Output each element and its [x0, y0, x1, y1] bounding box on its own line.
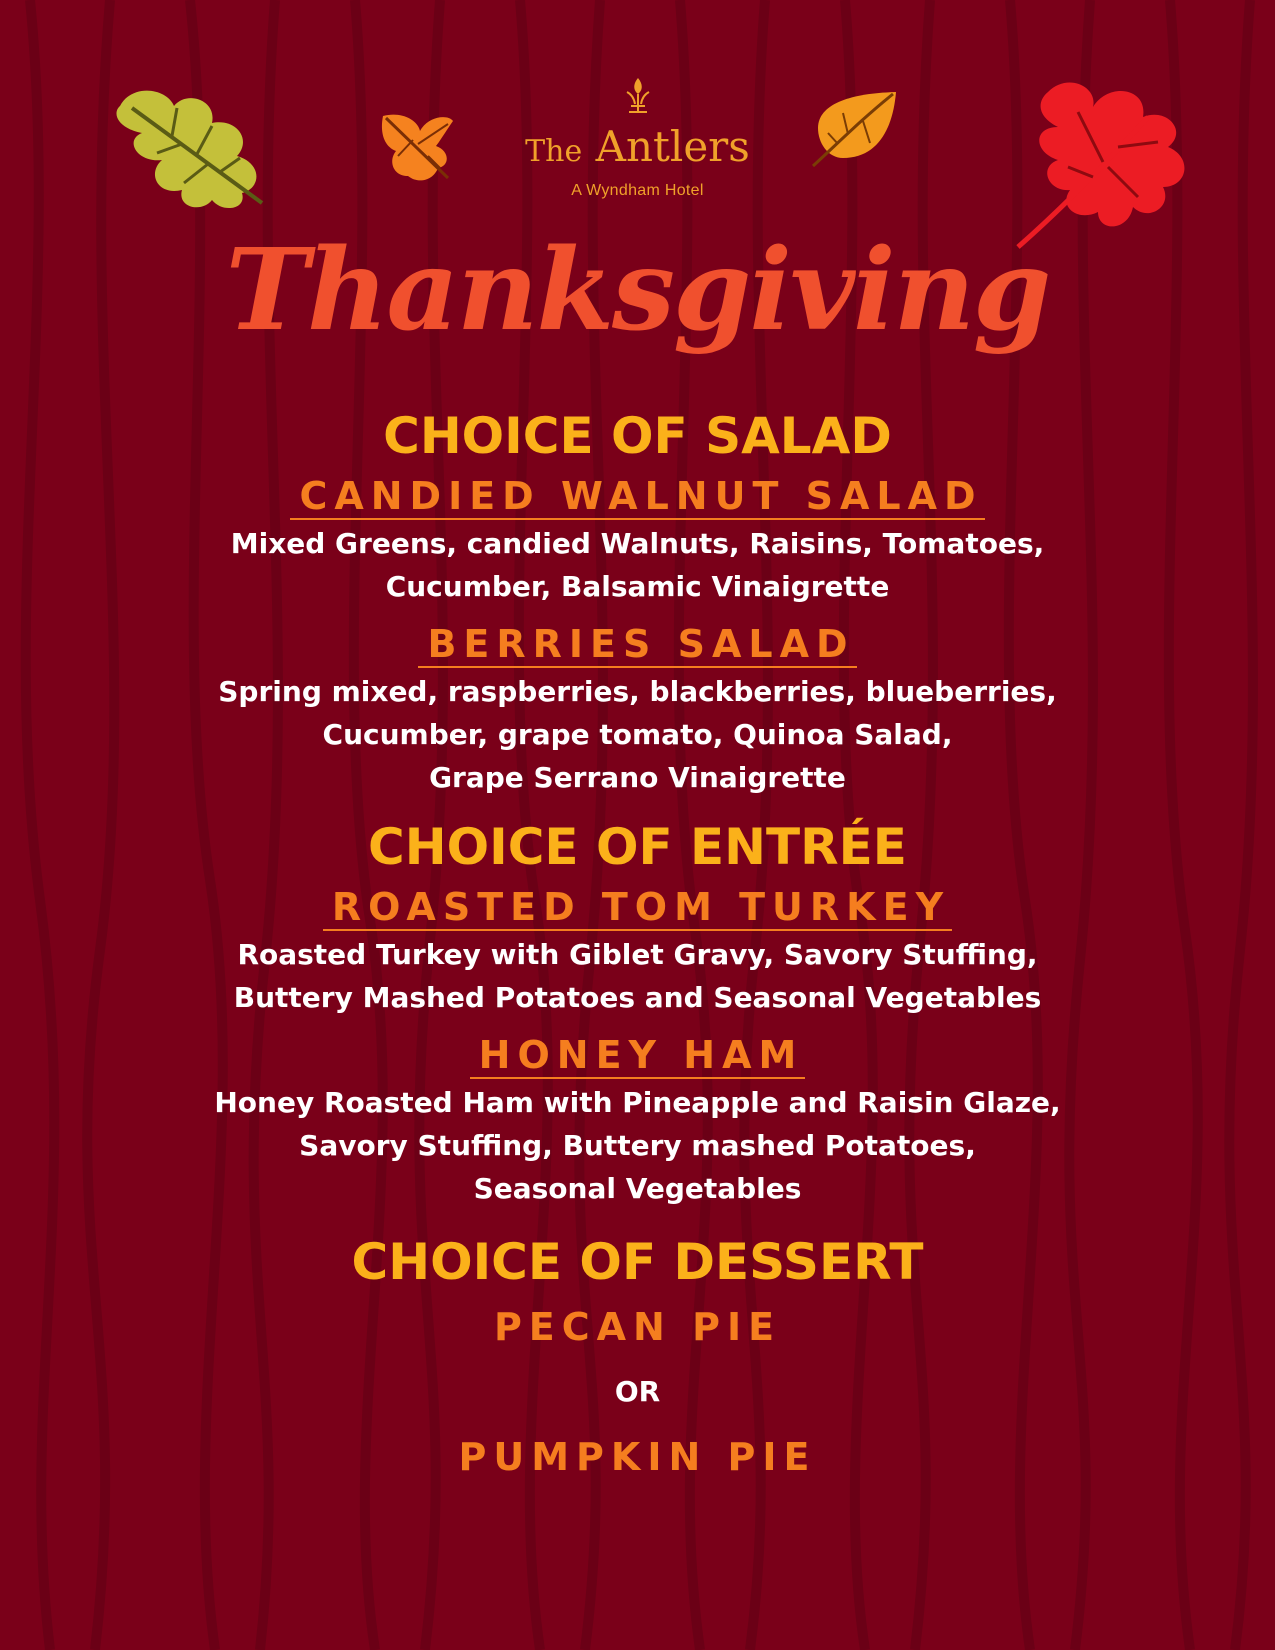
- dessert-item-2-name: PUMPKIN PIE: [458, 1435, 817, 1479]
- dessert-section: [0, 1230, 1275, 1482]
- menu-title: Thanksgiving: [225, 225, 1050, 356]
- salad-item-2-name: BERRIES SALAD: [418, 622, 856, 668]
- hotel-brand-name: The Antlers: [525, 122, 750, 171]
- dessert-or-text: OR: [614, 1375, 661, 1408]
- salad-item-1-name: CANDIED WALNUT SALAD: [290, 474, 984, 520]
- salad-section: [0, 404, 1275, 799]
- salad-item-2-desc: Spring mixed, raspberries, blackberries, blueberries, Cucumber, grape tomato, Quinoa Salad, Grape Serrano Vinaigrette: [218, 675, 1057, 794]
- entree-section-title: CHOICE OF ENTRÉE: [368, 818, 907, 876]
- entree-item-1-desc: Roasted Turkey with Giblet Gravy, Savory Stuffing, Buttery Mashed Potatoes and Seasonal Vegetables: [233, 938, 1042, 1014]
- entree-item-2-name: HONEY HAM: [470, 1033, 806, 1079]
- menu-body: [0, 404, 1275, 1482]
- hotel-subtitle: A Wyndham Hotel: [571, 182, 704, 199]
- entree-item-2-desc: Honey Roasted Ham with Pineapple and Raisin Glaze, Savory Stuffing, Buttery mashed Potatoes, Seasonal Vegetables: [214, 1086, 1061, 1205]
- salad-item-1-desc: Mixed Greens, candied Walnuts, Raisins, Tomatoes, Cucumber, Balsamic Vinaigrette: [230, 527, 1045, 603]
- dessert-item-1-name: PECAN PIE: [493, 1305, 782, 1349]
- fleur-crest-icon: [623, 76, 653, 116]
- entree-item-1-name: ROASTED TOM TURKEY: [323, 885, 952, 931]
- salad-section-title: CHOICE OF SALAD: [383, 407, 892, 465]
- dessert-section-title: CHOICE OF DESSERT: [351, 1233, 924, 1291]
- entree-section: [0, 815, 1275, 1210]
- hotel-logo: [0, 76, 1275, 201]
